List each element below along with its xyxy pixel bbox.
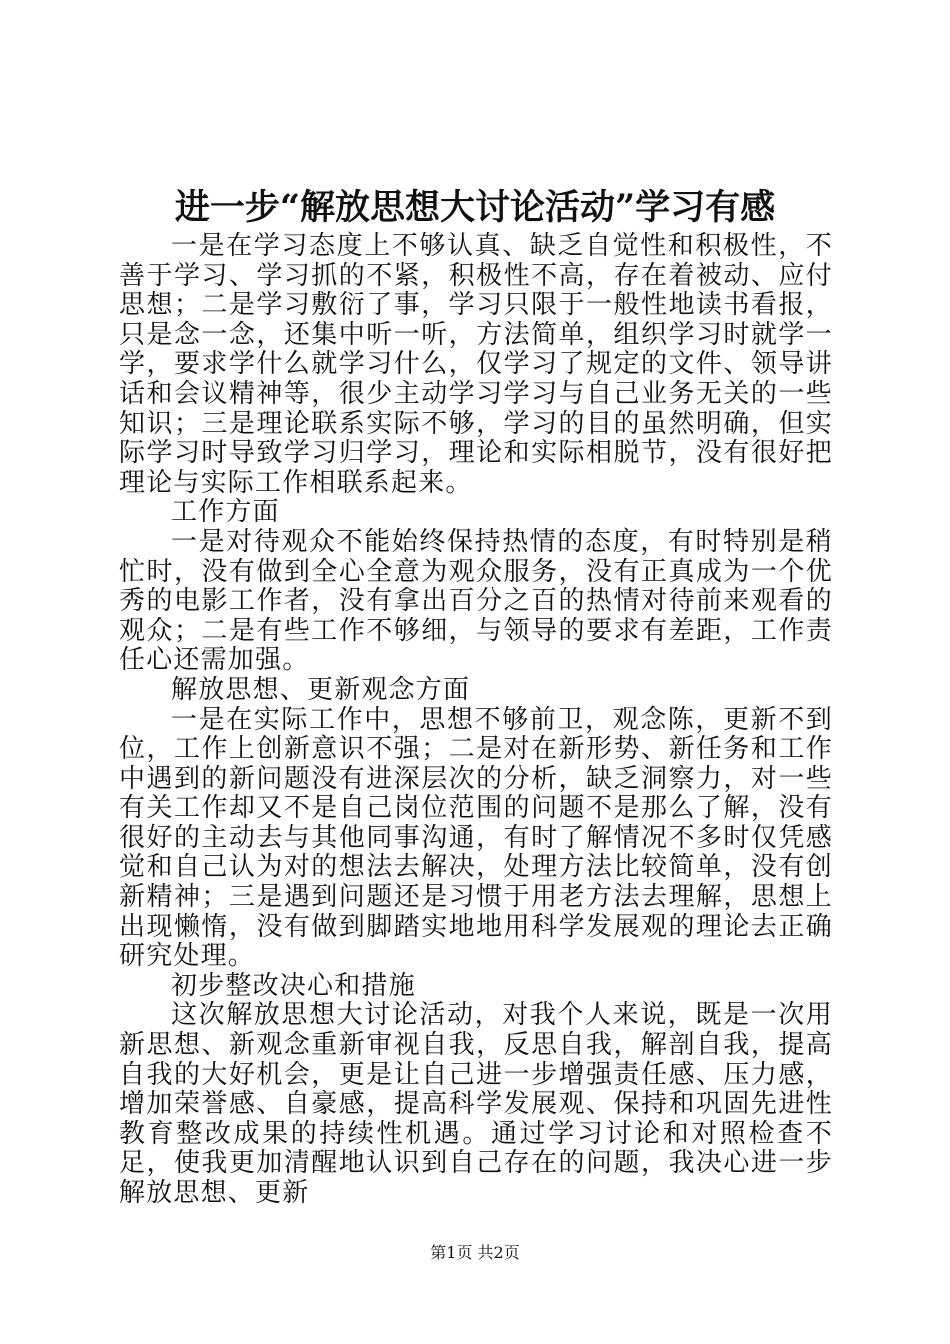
- paragraph-ideas: 一是在实际工作中，思想不够前卫，观念陈，更新不到位，工作上创新意识不强；二是对在新形势、新任务和工作中遇到的新问题没有进深层次的分析，缺乏洞察力，对一些有关工作却又不是自己岗位范围的问题不是那么了解，没有很好的主动去与其他同事沟通，有时了解情况不多时仅凭感觉和自己认为对的想法去解决，处理方法比较简单，没有创新精神；三是遇到问题还是习惯于用老方法去理解，思想上出现懒惰，没有做到脚踏实地地用科学发展观的理论去正确研究处理。: [119, 704, 833, 972]
- section-heading-measures: 初步整改决心和措施: [171, 970, 416, 1001]
- paragraph-study-attitude: 一是在学习态度上不够认真、缺乏自觉性和积极性，不善于学习、学习抓的不紧，积极性不高，存在着被动、应付思想；二是学习敷衍了事，学习只限于一般性地读书看报，只是念一念，还集中听一听，方法简单，组织学习时就学一学，要求学什么就学习什么，仅学习了规定的文件、领导讲话和会议精神等，很少主动学习学习与自己业务无关的一些知识；三是理论联系实际不够，学习的目的虽然明确，但实际学习时导致学习归学习，理论和实际相脱节，没有很好把理论与实际工作相联系起来。: [119, 231, 833, 498]
- paragraph-measures: 这次解放思想大讨论活动，对我个人来说，既是一次用新思想、新观念重新审视自我，反思自我，解剖自我，提高自我的大好机会，更是让自己进一步增强责任感、压力感，增加荣誉感、自豪感，提高科学发展观、保持和巩固先进性教育整改成果的持续性机遇。通过学习讨论和对照检查不足，使我更加清醒地认识到自己存在的问题，我决心进一步解放思想、更新: [119, 1000, 833, 1208]
- document-title: 进一步“解放思想大讨论活动”学习有感: [174, 187, 776, 228]
- paragraph-work: 一是对待观众不能始终保持热情的态度，有时特别是稍忙时，没有做到全心全意为观众服务，没有正真成为一个优秀的电影工作者，没有拿出百分之百的热情对待前来观看的观众；二是有些工作不够细，与领导的要求有差距，工作责任心还需加强。: [119, 526, 833, 676]
- section-heading-ideas: 解放思想、更新观念方面: [171, 674, 471, 705]
- page-footer: 第1页 共2页: [430, 1243, 520, 1262]
- section-heading-work: 工作方面: [171, 497, 280, 528]
- document-body: [119, 232, 833, 1209]
